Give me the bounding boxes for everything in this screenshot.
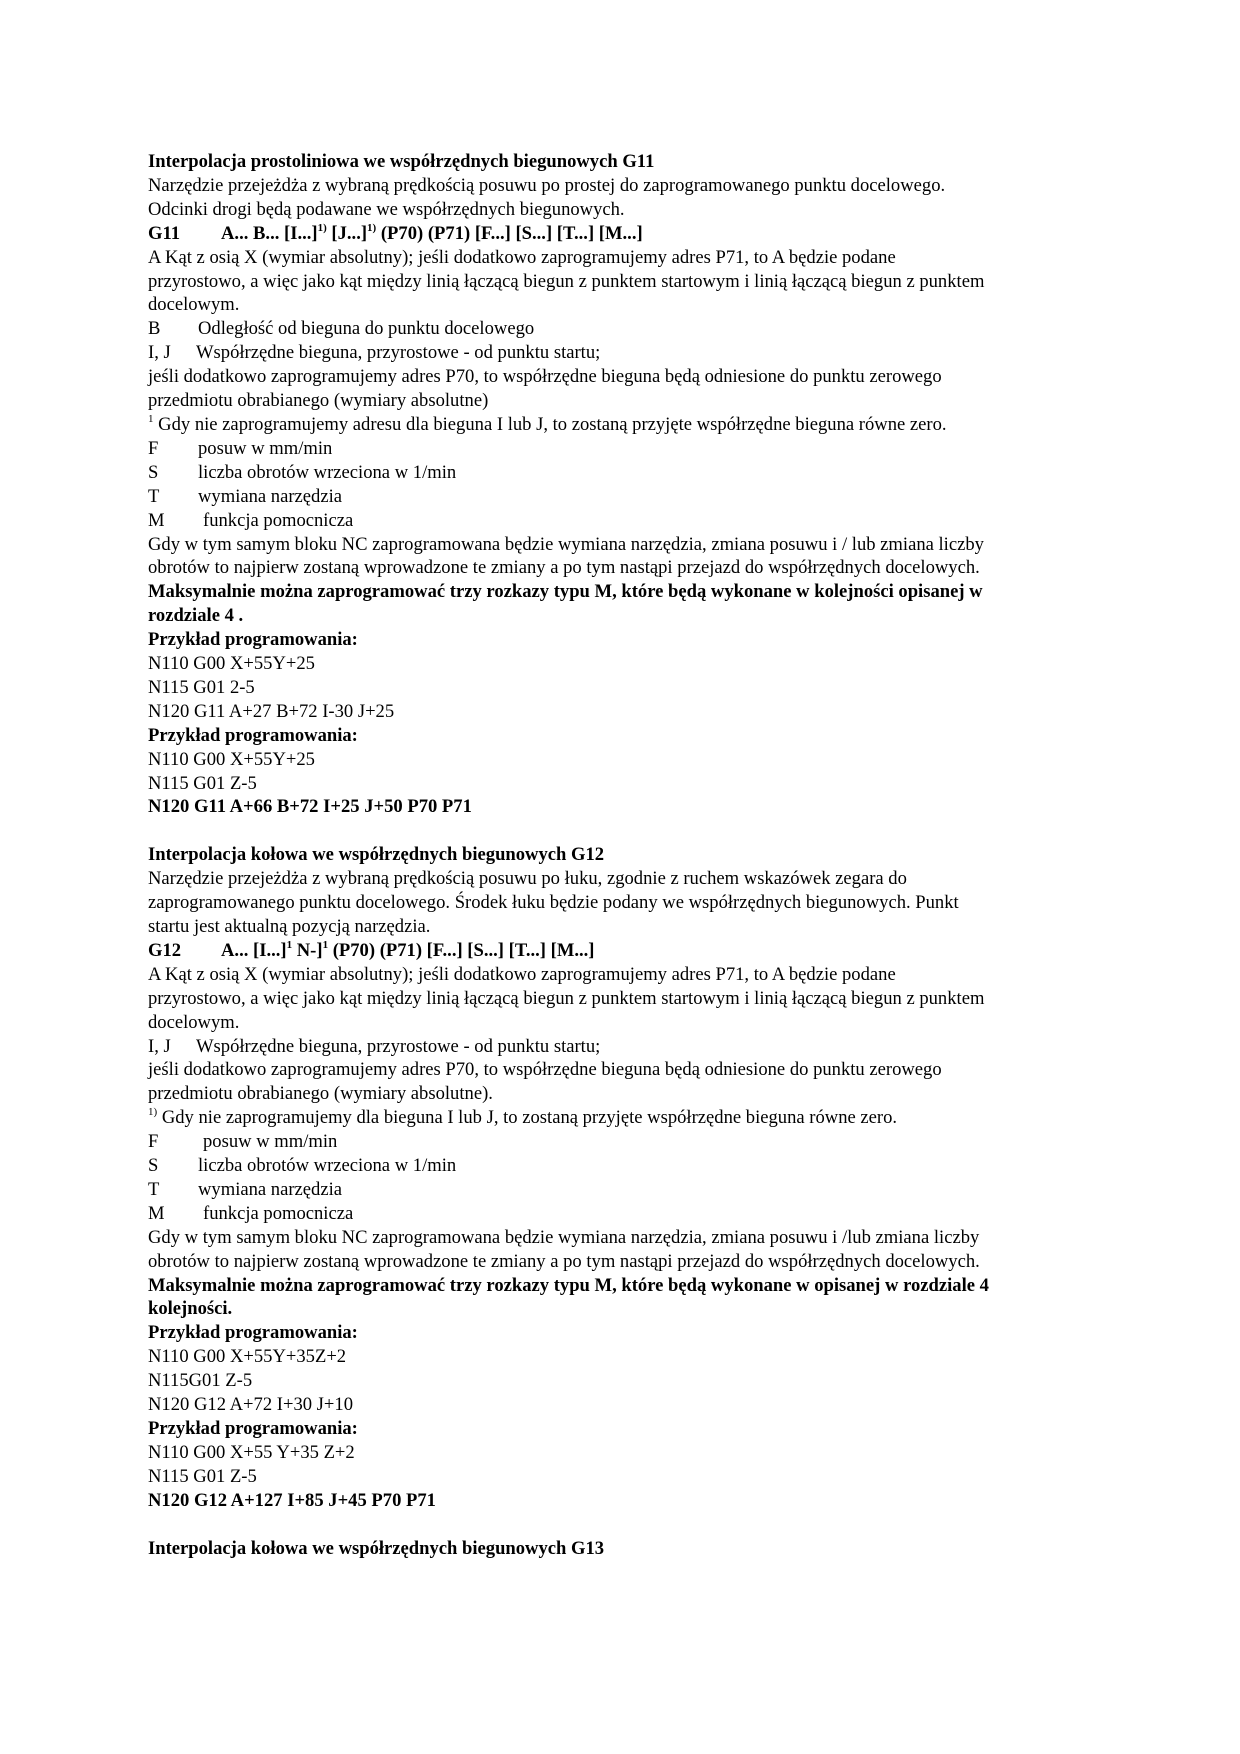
- code-line: N110 G00 X+55Y+25: [148, 653, 315, 675]
- command-syntax-g11: [148, 222, 1098, 246]
- paragraph-line: obrotów to najpierw zostaną wprowadzone te zmiany a po tym nastąpi przejazd do współrzędnych docelowych.: [148, 557, 980, 579]
- code-line: N110 G00 X+55Y+35Z+2: [148, 1346, 347, 1368]
- section-gap: [148, 1513, 1098, 1537]
- parameter-row: [148, 509, 1098, 533]
- parameter-value: wymiana narzędzia: [198, 485, 343, 507]
- footnote: $^{1)}$ Gdy nie zaprogramujemy dla bieguna I lub J, to zostaną przyjęte współrzędne bieguna równe zero.: [148, 1106, 898, 1129]
- note-line: Maksymalnie można zaprogramować trzy rozkazy typu M, które będą wykonane w opisanej w rozdziale 4: [148, 1274, 989, 1296]
- paragraph-line: A Kąt z osią X (wymiar absolutny); jeśli dodatkowo zaprogramujemy adres P71, to A będzie podane: [148, 246, 896, 268]
- parameter-row: [148, 461, 1098, 485]
- code-line: N120 G12 A+127 I+85 J+45 P70 P71: [148, 1489, 436, 1511]
- paragraph-line: przyrostowo, a więc jako kąt między linią łączącą biegun z punktem startowym i linią łączącą biegun z punktem: [148, 987, 985, 1009]
- code-line: N120 G11 A+27 B+72 I-30 J+25: [148, 700, 395, 722]
- text-column: [148, 150, 1098, 1560]
- paragraph-line: startu jest aktualną pozycją narzędzia.: [148, 915, 431, 937]
- section-gap: [148, 819, 1098, 843]
- parameter-value: wymiana narzędzia: [198, 1178, 343, 1200]
- command-syntax-g12: [148, 939, 1098, 963]
- definition-row: [148, 341, 1098, 365]
- definition-value: Współrzędne bieguna, przyrostowe - od punktu startu;: [196, 1035, 601, 1057]
- definition-value: Współrzędne bieguna, przyrostowe - od punktu startu;: [196, 342, 601, 364]
- paragraph-line: docelowym.: [148, 1011, 240, 1033]
- paragraph-line: Narzędzie przejeżdża z wybraną prędkością posuwu po łuku, zgodnie z ruchem wskazówek zegara do: [148, 868, 907, 890]
- parameter-value: liczba obrotów wrzeciona w 1/min: [198, 1155, 457, 1177]
- parameter-row: [148, 1154, 1098, 1178]
- parameter-key: S: [148, 1155, 159, 1177]
- parameter-key: T: [148, 1178, 160, 1200]
- section-heading-g12: Interpolacja kołowa we współrzędnych biegunowych G12: [148, 844, 605, 866]
- parameter-key: M: [148, 509, 165, 531]
- paragraph-line: jeśli dodatkowo zaprogramujemy adres P70, to współrzędne bieguna będą odniesione do punktu zerowego: [148, 1059, 942, 1081]
- definition-row: [148, 1035, 1098, 1059]
- note-line: kolejności.: [148, 1298, 233, 1320]
- paragraph-line: przedmiotu obrabianego (wymiary absolutne).: [148, 1083, 493, 1105]
- paragraph-line: A Kąt z osią X (wymiar absolutny); jeśli dodatkowo zaprogramujemy adres P71, to A będzie podane: [148, 963, 896, 985]
- command-parameters: A... B... $[I...]^{1)}$ $[J...]^{1)}$ (P70) (P71) [F...] [S...] [T...] [M...]: [221, 221, 643, 244]
- paragraph-line: Gdy w tym samym bloku NC zaprogramowana będzie wymiana narzędzia, zmiana posuwu i / lub zmiana liczby: [148, 533, 984, 555]
- parameter-value: funkcja pomocnicza: [203, 1202, 354, 1224]
- parameter-row: [148, 1178, 1098, 1202]
- parameter-key: F: [148, 437, 159, 459]
- footnote-mark: 1: [148, 412, 154, 425]
- code-line: N110 G00 X+55Y+25: [148, 748, 315, 770]
- parameter-row: [148, 437, 1098, 461]
- definition-key: I, J: [148, 1035, 171, 1057]
- definition-value: Odległość od bieguna do punktu docelowego: [198, 318, 535, 340]
- code-line: N120 G12 A+72 I+30 J+10: [148, 1394, 354, 1416]
- parameter-value: liczba obrotów wrzeciona w 1/min: [198, 461, 457, 483]
- parameter-row: [148, 1130, 1098, 1154]
- command-code: G12: [148, 939, 182, 961]
- parameter-row: [148, 1202, 1098, 1226]
- command-code: G11: [148, 222, 181, 244]
- section-heading-g11: Interpolacja prostoliniowa we współrzędnych biegunowych G11: [148, 151, 655, 172]
- footnote-ref: 1: [322, 938, 329, 951]
- paragraph-line: obrotów to najpierw zostaną wprowadzone te zmiany a po tym nastąpi przejazd do współrzędnych docelowych.: [148, 1250, 980, 1272]
- code-line: N115 G01 Z-5: [148, 772, 257, 794]
- paragraph-line: zaprogramowanego punktu docelowego. Środek łuku będzie podany we współrzędnych biegunowych. Punkt: [148, 892, 959, 914]
- example-title: Przykład programowania:: [148, 1322, 358, 1344]
- paragraph-line: Gdy w tym samym bloku NC zaprogramowana będzie wymiana narzędzia, zmiana posuwu i /lub zmiana liczby: [148, 1226, 980, 1248]
- parameter-row: [148, 485, 1098, 509]
- example-title: Przykład programowania:: [148, 629, 358, 651]
- definition-row: [148, 317, 1098, 341]
- code-line: N120 G11 A+66 B+72 I+25 J+50 P70 P71: [148, 796, 472, 818]
- paragraph-line: przyrostowo, a więc jako kąt między linią łączącą biegun z punktem startowym i linią łączącą biegun z punktem: [148, 270, 985, 292]
- footnote-ref: 1): [367, 221, 377, 234]
- command-parameters: A... $[I...]^1$ N-]$^1$ (P70) (P71) [F...] [S...] [T...] [M...]: [221, 938, 595, 961]
- footnote: $^1$ Gdy nie zaprogramujemy adresu dla bieguna I lub J, to zostaną przyjęte współrzędne bieguna równe zero.: [148, 412, 947, 435]
- parameter-key: T: [148, 485, 160, 507]
- note-line: rozdziale 4 .: [148, 605, 244, 627]
- paragraph-line: Odcinki drogi będą podawane we współrzędnych biegunowych.: [148, 198, 625, 220]
- paragraph-line: Narzędzie przejeżdża z wybraną prędkością posuwu po prostej do zaprogramowanego punktu docelowego.: [148, 174, 946, 196]
- footnote-mark: 1): [148, 1106, 158, 1119]
- parameter-value: posuw w mm/min: [198, 437, 333, 459]
- parameter-value: posuw w mm/min: [203, 1131, 338, 1153]
- parameter-key: M: [148, 1202, 165, 1224]
- definition-key: B: [148, 318, 161, 340]
- footnote-ref: 1): [317, 221, 327, 234]
- footnote-ref: 1: [286, 938, 293, 951]
- paragraph-line: jeśli dodatkowo zaprogramujemy adres P70, to współrzędne bieguna będą odniesione do punktu zerowego: [148, 366, 942, 388]
- example-title: Przykład programowania:: [148, 1418, 358, 1440]
- code-line: N115 G01 Z-5: [148, 1465, 257, 1487]
- paragraph-line: przedmiotu obrabianego (wymiary absolutne): [148, 390, 489, 412]
- definition-key: I, J: [148, 342, 171, 364]
- parameter-value: funkcja pomocnicza: [203, 509, 354, 531]
- parameter-key: S: [148, 461, 159, 483]
- note-line: Maksymalnie można zaprogramować trzy rozkazy typu M, które będą wykonane w kolejności opisanej w: [148, 581, 983, 603]
- section-heading-g13: Interpolacja kołowa we współrzędnych biegunowych G13: [148, 1537, 605, 1559]
- parameter-key: F: [148, 1131, 159, 1153]
- code-line: N115G01 Z-5: [148, 1370, 253, 1392]
- code-line: N110 G00 X+55 Y+35 Z+2: [148, 1441, 355, 1463]
- paragraph-line: docelowym.: [148, 294, 240, 316]
- code-line: N115 G01 2-5: [148, 676, 255, 698]
- example-title: Przykład programowania:: [148, 724, 358, 746]
